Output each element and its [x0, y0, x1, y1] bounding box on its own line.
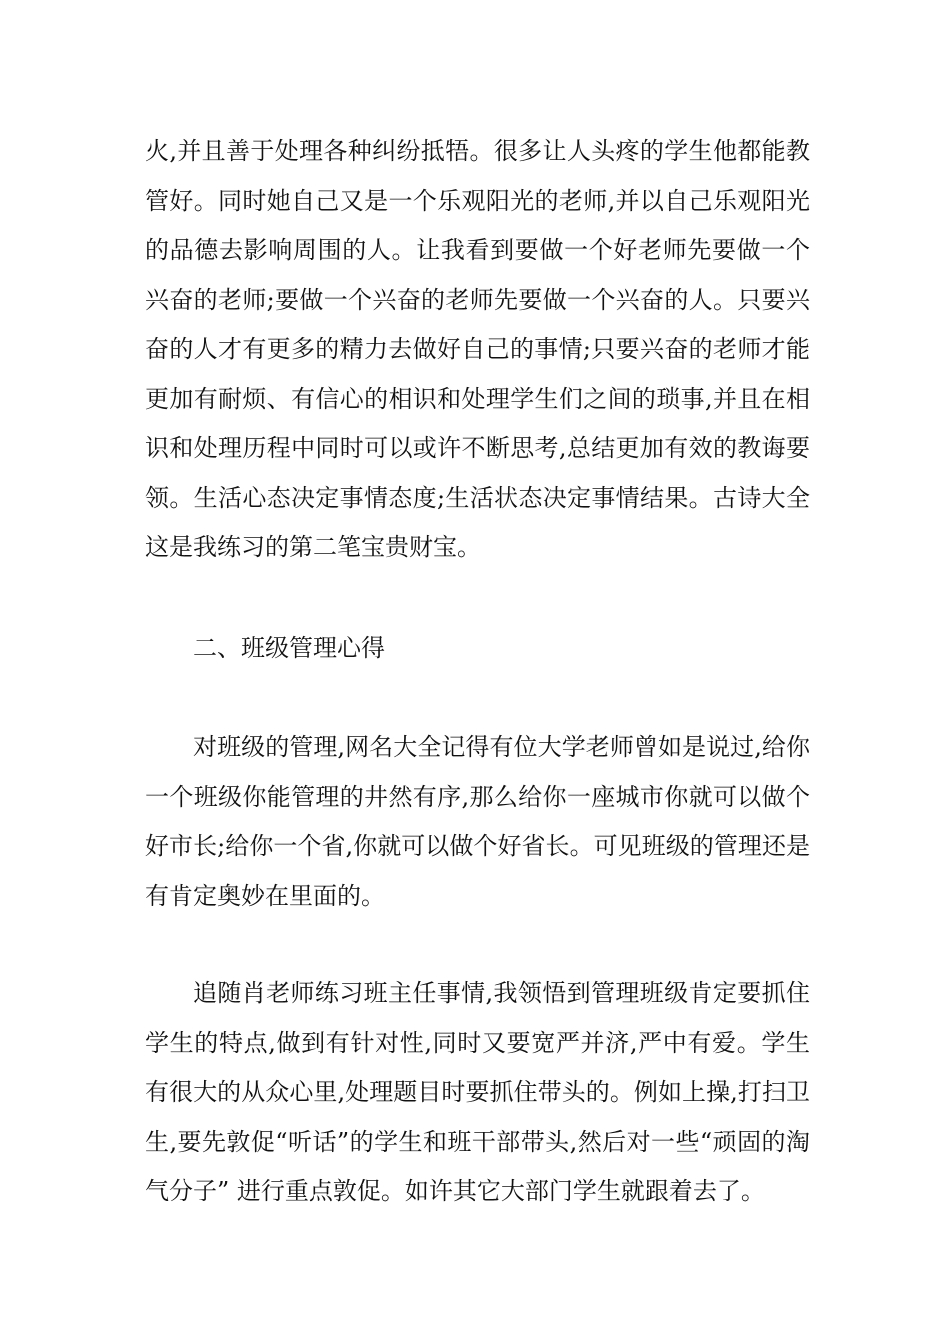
paragraph-class-management: 对班级的管理,网名大全记得有位大学老师曾如是说过,给你一个班级你能管理的井然有序,那么给你一座城市你就可以做个好市长;给你一个省,你就可以做个好省长。可见班级的管理还是有肯定奥妙在里面的。 — [145, 733, 810, 910]
section-heading: 二、班级管理心得 — [193, 634, 385, 662]
paragraph-following-teacher: 追随肖老师练习班主任事情,我领悟到管理班级肯定要抓住学生的特点,做到有针对性,同时又要宽严并济,严中有爱。学生有很大的从众心里,处理题目时要抓住带头的。例如上操,打扫卫生,要先敦促“听话”的学生和班干部带头,然后对一些“顽固的淘气分子” 进行重点敦促。如许其它大部门学生就跟着去了。 — [145, 979, 810, 1205]
paragraph-continuation: 火,并且善于处理各种纠纷抵牾。很多让人头疼的学生他都能教管好。同时她自己又是一个乐观阳光的老师,并以自己乐观阳光的品德去影响周围的人。让我看到要做一个好老师先要做一个兴奋的老师;要做一个兴奋的老师先要做一个兴奋的人。只要兴奋的人才有更多的精力去做好自己的事情;只要兴奋的老师才能更加有耐烦、有信心的相识和处理学生们之间的琐事,并且在相识和处理历程中同时可以或许不断思考,总结更加有效的教诲要领。生活心态决定事情态度;生活状态决定事情结果。古诗大全这是我练习的第二笔宝贵财宝。 — [145, 137, 810, 561]
